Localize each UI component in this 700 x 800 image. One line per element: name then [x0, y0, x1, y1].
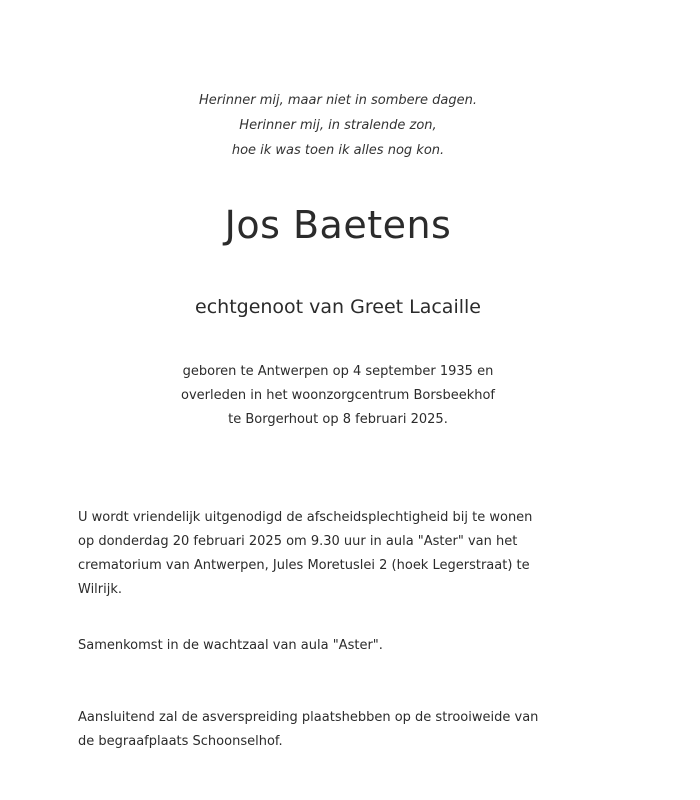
bio-line: overleden in het woonzorgcentrum Borsbeekhof — [181, 388, 495, 403]
ash-scattering-note — [78, 706, 638, 754]
poem-line: Herinner mij, in stralende zon, — [239, 118, 437, 133]
gathering-line: Samenkomst in de wachtzaal van aula "Aster". — [78, 638, 383, 653]
bio-line: te Borgerhout op 8 februari 2025. — [228, 412, 448, 427]
gathering-note — [78, 634, 638, 658]
invitation-line: U wordt vriendelijk uitgenodigd de afscheidsplechtigheid bij te wonen — [78, 510, 533, 525]
ceremony-invitation — [78, 506, 638, 602]
invitation-line: op donderdag 20 februari 2025 om 9.30 uur in aula "Aster" van het — [78, 534, 518, 549]
poem — [0, 88, 676, 163]
spouse-line: echtgenoot van Greet Lacaille — [195, 296, 481, 318]
invitation-line: Wilrijk. — [78, 582, 123, 597]
birth-death-details — [0, 360, 676, 432]
bio-line: geboren te Antwerpen op 4 september 1935 en — [182, 364, 494, 379]
scattering-line: Aansluitend zal de asverspreiding plaatshebben op de strooiweide van — [78, 710, 539, 725]
invitation-line: crematorium van Antwerpen, Jules Moretuslei 2 (hoek Legerstraat) te — [78, 558, 530, 573]
deceased-name: Jos Baetens — [224, 203, 452, 247]
scattering-line: de begraafplaats Schoonselhof. — [78, 734, 283, 749]
poem-line: Herinner mij, maar niet in sombere dagen. — [199, 93, 477, 108]
poem-line: hoe ik was toen ik alles nog kon. — [231, 143, 445, 158]
